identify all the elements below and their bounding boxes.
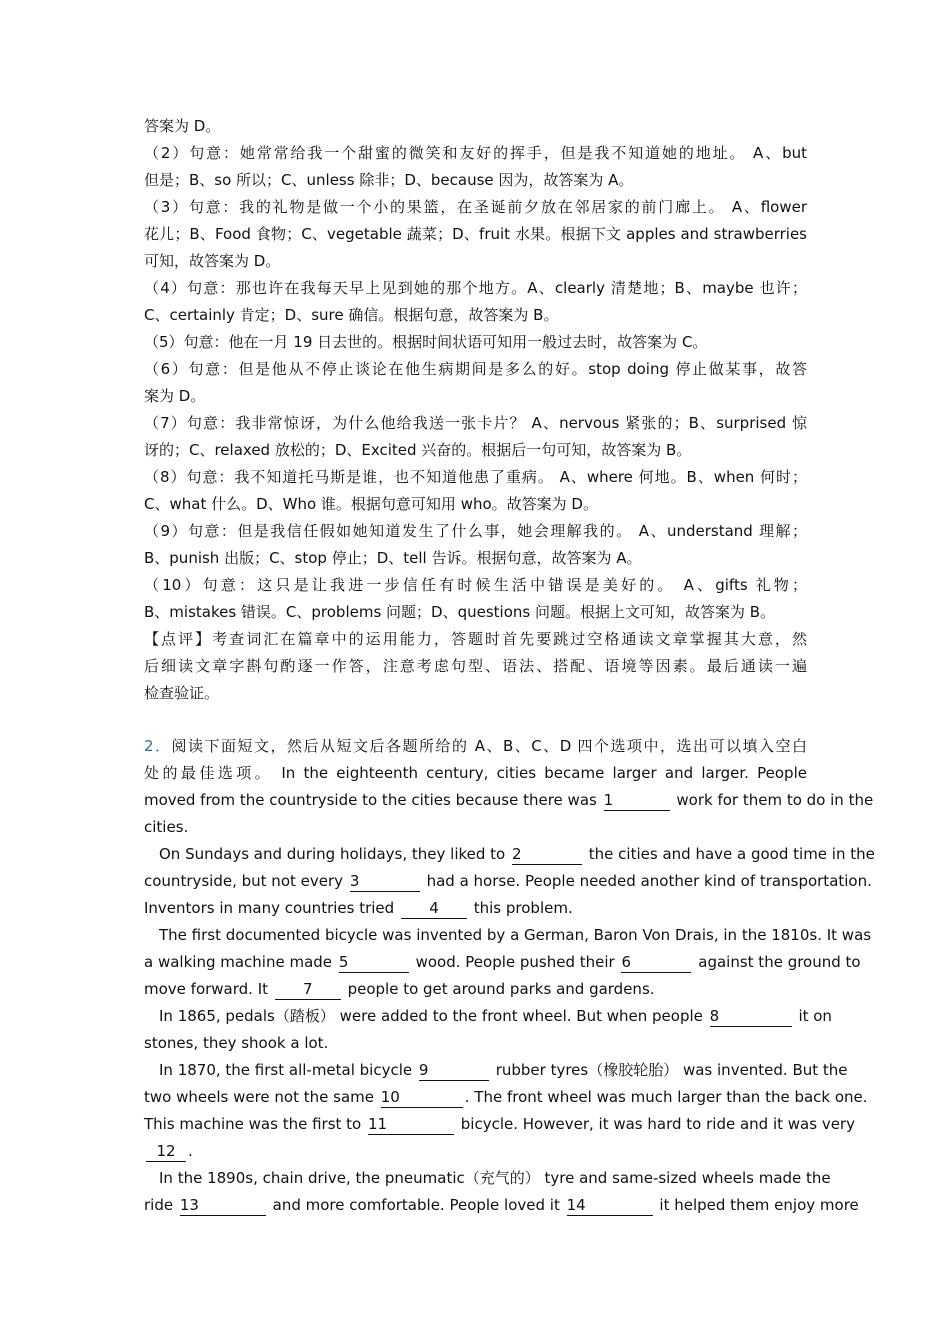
passage-text: This machine was the first to (144, 1115, 362, 1133)
answer-line: （7）句意：我非常惊讶，为什么他给我送一张卡片？ A、nervous 紧张的；B、surprised 惊 (144, 414, 807, 432)
answer-line: B、mistakes 错误。C、problems 问题；D、questions 问题。根据上文可知，故答案为 B。 (144, 603, 776, 621)
blank-12: 12 (146, 1142, 186, 1162)
comment-line: 【点评】考查词汇在篇章中的运用能力，答题时首先要跳过空格通读文章掌握其大意，然 (144, 630, 807, 648)
passage-text: this problem. (473, 899, 573, 917)
passage-text: ride (144, 1196, 174, 1214)
answer-line: B、punish 出版；C、stop 停止；D、tell 告诉。根据句意，故答案为 A。 (144, 549, 642, 567)
blank-7: 7 (275, 980, 341, 1000)
passage-text: the cities and have a good time in the (588, 845, 875, 863)
answer-line: （4）句意：那也许在我每天早上见到她的那个地方。A、clearly 清楚地；B、maybe 也许； (144, 279, 807, 297)
passage-text: against the ground to (698, 953, 861, 971)
blank-2: 2 (512, 845, 582, 865)
passage-text: had a horse. People needed another kind of transportation. (426, 872, 872, 890)
blank-9: 9 (419, 1061, 489, 1081)
passage-line (144, 1084, 868, 1111)
answer-line: 答案为 D。 (144, 117, 221, 135)
passage-text: On Sundays and during holidays, they liked to (159, 845, 506, 863)
blank-10: 10 (381, 1088, 463, 1108)
passage-text: rubber tyres（橡胶轮胎） was invented. But the (495, 1061, 848, 1079)
answer-line: C、certainly 肯定；D、sure 确信。根据句意，故答案为 B。 (144, 306, 559, 324)
blank-3: 3 (350, 872, 420, 892)
passage-line (144, 841, 875, 868)
blank-11: 11 (368, 1115, 454, 1135)
passage-text: work for them to do in the (676, 791, 874, 809)
answer-line: （10）句意：这只是让我进一步信任有时候生活中错误是美好的。 A、gifts 礼物； (144, 576, 807, 594)
passage-text: countryside, but not every (144, 872, 344, 890)
passage-text: Inventors in many countries tried (144, 899, 395, 917)
answer-line: C、what 什么。D、Who 谁。根据句意可知用 who。故答案为 D。 (144, 495, 598, 513)
answer-line: 可知，故答案为 D。 (144, 252, 281, 270)
question-instruction (144, 733, 807, 760)
passage-text: . The front wheel was much larger than the back one. (464, 1088, 868, 1106)
passage-text: moved from the countryside to the cities because there was (144, 791, 597, 809)
passage-line: In the 1890s, chain drive, the pneumatic（充气的） tyre and same-sized wheels made the (159, 1169, 831, 1187)
passage-line: 12 . (144, 1138, 807, 1165)
blank-5: 5 (339, 953, 409, 973)
answer-line: （8）句意：我不知道托马斯是谁，也不知道他患了重病。 A、where 何地。B、when 何时； (144, 468, 807, 486)
instruction-text: 处的最佳选项。 (144, 764, 274, 782)
document-page (144, 113, 875, 1219)
passage-line: The first documented bicycle was invented by a German, Baron Von Drais, in the 1810s. It was (159, 926, 872, 944)
passage-line (144, 1003, 832, 1030)
passage-text: people to get around parks and gardens. (347, 980, 655, 998)
answer-line: （9）句意：但是我信任假如她知道发生了什么事，她会理解我的。 A、understand 理解； (144, 522, 807, 540)
answer-line: 但是；B、so 所以；C、unless 除非；D、because 因为，故答案为 A。 (144, 171, 634, 189)
answer-line: （5）句意：他在一月 19 日去世的。根据时间状语可知用一般过去时，故答案为 C。 (144, 333, 708, 351)
passage-text: two wheels were not the same (144, 1088, 374, 1106)
blank-1: 1 (604, 791, 670, 811)
blank-13: 13 (180, 1196, 266, 1216)
passage-text: bicycle. However, it was hard to ride and it was very (460, 1115, 855, 1133)
blank-4: 4 (401, 899, 467, 919)
blank-14: 14 (567, 1196, 653, 1216)
answer-line: （6）句意：但是他从不停止谈论在他生病期间是多么的好。stop doing 停止做某事，故答 (144, 360, 807, 378)
blank-6: 6 (621, 953, 691, 973)
passage-line (144, 1057, 848, 1084)
passage-line (144, 976, 807, 1003)
passage-line (144, 1192, 859, 1219)
passage-line (144, 760, 807, 787)
passage-line (144, 949, 861, 976)
blank-8: 8 (710, 1007, 792, 1027)
passage-text: In the eighteenth century, cities became larger and larger. People (281, 764, 807, 782)
passage-line (144, 868, 872, 895)
passage-text: it on (798, 1007, 832, 1025)
passage-text: it helped them enjoy more (659, 1196, 859, 1214)
passage-text: In 1865, pedals（踏板） were added to the front wheel. But when people (159, 1007, 703, 1025)
instruction-text: 阅读下面短文，然后从短文后各题所给的 A、B、C、D 四个选项中，选出可以填入空白 (171, 737, 807, 755)
passage-line (144, 787, 874, 814)
passage-line: stones, they shook a lot. (144, 1034, 329, 1052)
answer-line: 讶的；C、relaxed 放松的；D、Excited 兴奋的。根据后一句可知，故答案为 B。 (144, 441, 692, 459)
passage-line (144, 895, 807, 922)
passage-text: a walking machine made (144, 953, 333, 971)
passage-line (144, 1111, 855, 1138)
passage-text: and more comfortable. People loved it (272, 1196, 560, 1214)
passage-line: cities. (144, 818, 189, 836)
answer-line: 花儿；B、Food 食物；C、vegetable 蔬菜；D、fruit 水果。根据下文 apples and strawberries (144, 225, 807, 243)
answer-line: 案为 D。 (144, 387, 206, 405)
section-gap (144, 707, 807, 733)
comment-line: 检查验证。 (144, 684, 220, 702)
answer-line: （3）句意：我的礼物是做一个小的果篮，在圣诞前夕放在邻居家的前门廊上。 A、flower (144, 198, 807, 216)
answer-line: （2）句意：她常常给我一个甜蜜的微笑和友好的挥手，但是我不知道她的地址。 A、but (144, 144, 807, 162)
passage-text: wood. People pushed their (415, 953, 615, 971)
comment-line: 后细读文章字斟句酌逐一作答，注意考虑句型、语法、搭配、语境等因素。最后通读一遍 (144, 657, 807, 675)
passage-text: move forward. It (144, 980, 269, 998)
passage-text: In 1870, the first all-metal bicycle (159, 1061, 413, 1079)
question-number: 2． (144, 737, 172, 755)
